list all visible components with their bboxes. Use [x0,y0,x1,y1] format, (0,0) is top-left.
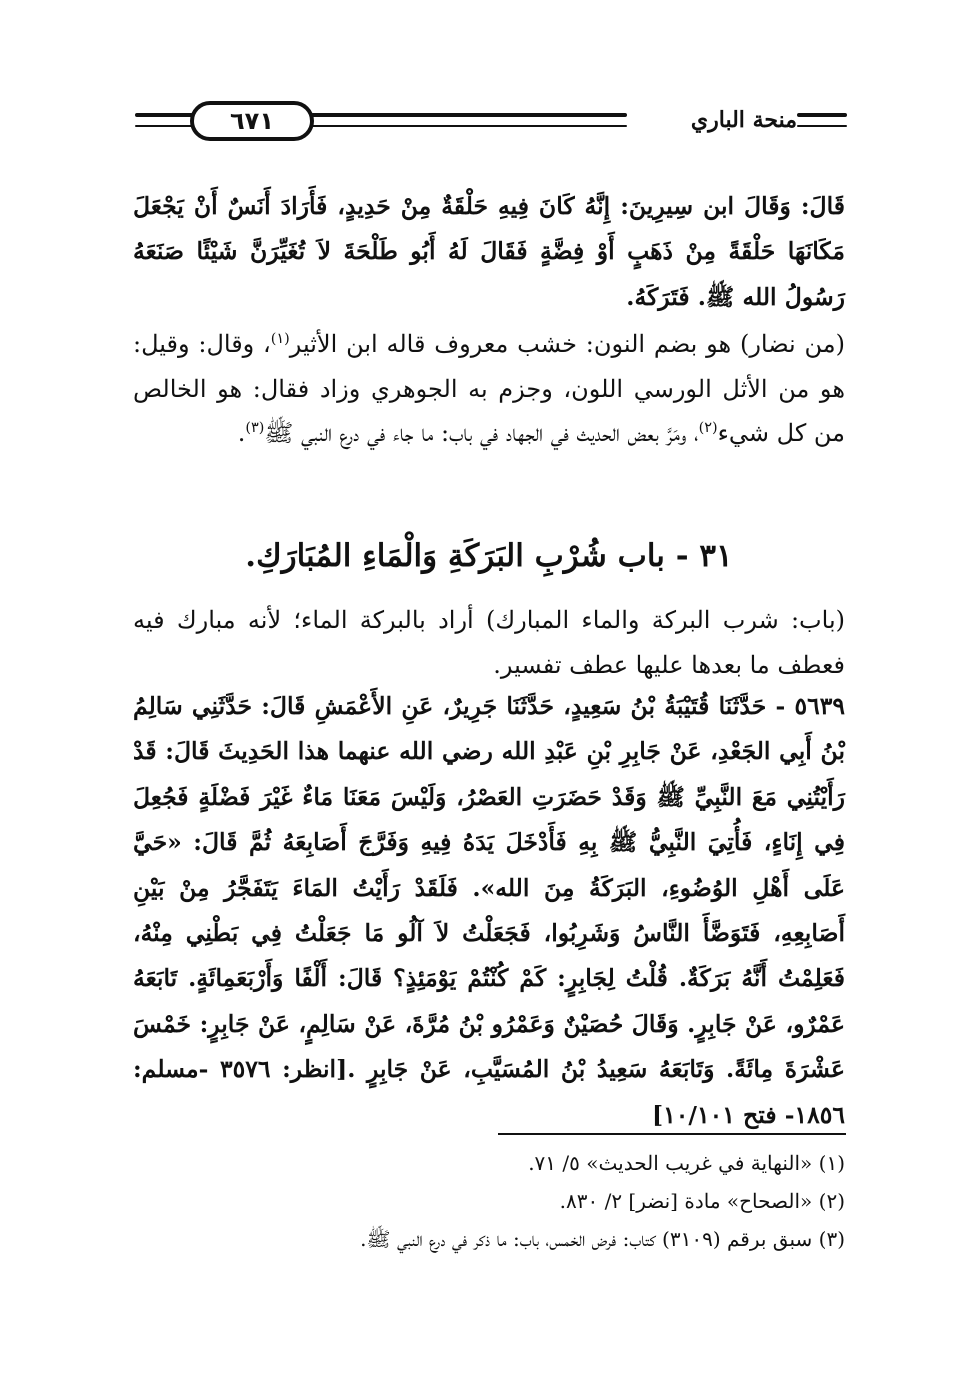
chapter-heading: ٣١ - باب شُرْبِ البَرَكَةِ وَالْمَاءِ المُبَارَكِ. [245,538,733,574]
footnote-1: (١) «النهاية في غريب الحديث» ٥/ ٧١. [528,1151,845,1175]
header-rule-left-top [135,113,193,117]
commentary-paragraph: (من نضار) هو بضم النون: خشب معروف قاله ابن الأثير$^{(١)}$، وقال: وقيل: هو من الأثل الورسي اللون، وجزم به الجوهري وزاد فقال: هو الخالص من كل شيء$^{(٢)}$، ومَرَّ بعض الحديث في الجهاد في باب: ما جاء في درع النبي ﷺ$^{(٣)}$. [133,330,845,447]
header-rule-middle-top [311,113,627,117]
footnote-ref-1: (١) [270,331,290,347]
footnote-ref-2: (٢) [698,420,718,436]
page-number-badge [190,101,314,141]
book-title: منحة الباري [690,107,797,133]
footnote-3: (٣) سبق برقم (٣١٠٩) كتاب: فرض الخمس، باب: ما ذكر في درع النبي ﷺ. [360,1227,845,1251]
page-number: ٦٧١ [230,107,274,135]
header-rule-right-top [797,113,847,117]
footnote-ref-3: (٣) [245,420,265,436]
header-rule-right-bottom [797,125,847,127]
chapter-commentary: (باب: شرب البركة والماء المبارك) أراد بالبركة الماء؛ لأنه مبارك فيه فعطف ما بعدها عليها عطف تفسير. [133,606,845,679]
footnote-separator [498,1133,846,1135]
header-rule-middle-bottom [311,125,627,127]
hadith-text: ٥٦٣٩ - حَدَّثَنَا قُتَيْبَةُ بْنُ سَعِيدٍ، حَدَّثَنَا جَرِيرٌ، عَنِ الأَعْمَشِ قَالَ: حَدَّثَنِي سَالِمُ بْنُ أَبِي الجَعْدِ، عَنْ جَابِرِ بْنِ عَبْدِ الله رضي الله عنهما هذا الحَدِيثَ قَالَ: قَدْ رَأَيْتُنِي مَعَ النَّبِيِّ ﷺ وَقَدْ حَضَرَتِ العَصْرُ، وَلَيْسَ مَعَنَا مَاءٌ غَيْرَ فَضْلَةٍ فَجُعِلَ فِي إِنَاءٍ، فَأُتِيَ النَّبِيُّ ﷺ بِهِ فَأَدْخَلَ يَدَهُ فِيهِ وَفَرَّجَ أَصَابِعَهُ ثُمَّ قَالَ: «حَيَّ عَلَى أَهْلِ الوُضُوءِ، البَرَكَةُ مِنَ الله». فَلَقَدْ رَأَيْتُ المَاءَ يَتَفَجَّرُ مِنْ بَيْنِ أَصَابِعِهِ، فَتَوَضَّأَ النَّاسُ وَشَرِبُوا، فَجَعَلْتُ لاَ آلُو مَا جَعَلْتُ فِي بَطْنِي مِنْهُ، فَعَلِمْتُ أَنَّهُ بَرَكَةٌ. قُلْتُ لِجَابِرٍ: كَمْ كُنْتُمْ يَوْمَئِذٍ؟ قَالَ: أَلْفًا وَأَرْبَعَمِائَةٍ. تَابَعَهُ عَمْرٌو، عَنْ جَابِرٍ. وَقَالَ حُصَيْنٌ وَعَمْرُو بْنُ مُرَّةَ، عَنْ سَالِمٍ، عَنْ جَابِرٍ: خَمْسَ عَشْرَةَ مِائَةً. وَتَابَعَهُ سَعِيدُ بْنُ المُسَيَّبِ، عَنْ جَابِرٍ .[انظر: ٣٥٧٦ -مسلم: ١٨٥٦- فتح ١٠/١٠١] [133,692,845,1129]
narration-paragraph: قَالَ: وَقَالَ ابن سِيرِينَ: إِنَّهُ كَانَ فِيهِ حَلْقَةٌ مِنْ حَدِيدٍ، فَأَرَادَ أَنَسٌ أَنْ يَجْعَلَ مَكَانَهَا حَلْقَةً مِنْ ذَهَبٍ أَوْ فِضَّةٍ فَقَالَ لَهُ أَبُو طَلْحَةَ لاَ تُغَيِّرَنَّ شَيْئًا صَنَعَهُ رَسُولُ الله ﷺ. فَتَرَكَهُ. [133,192,845,311]
page-header [135,95,847,150]
header-rule-left-bottom [135,125,193,127]
footnote-2: (٢) «الصحاح» مادة [نضر] ٢/ ٨٣٠. [559,1189,845,1213]
